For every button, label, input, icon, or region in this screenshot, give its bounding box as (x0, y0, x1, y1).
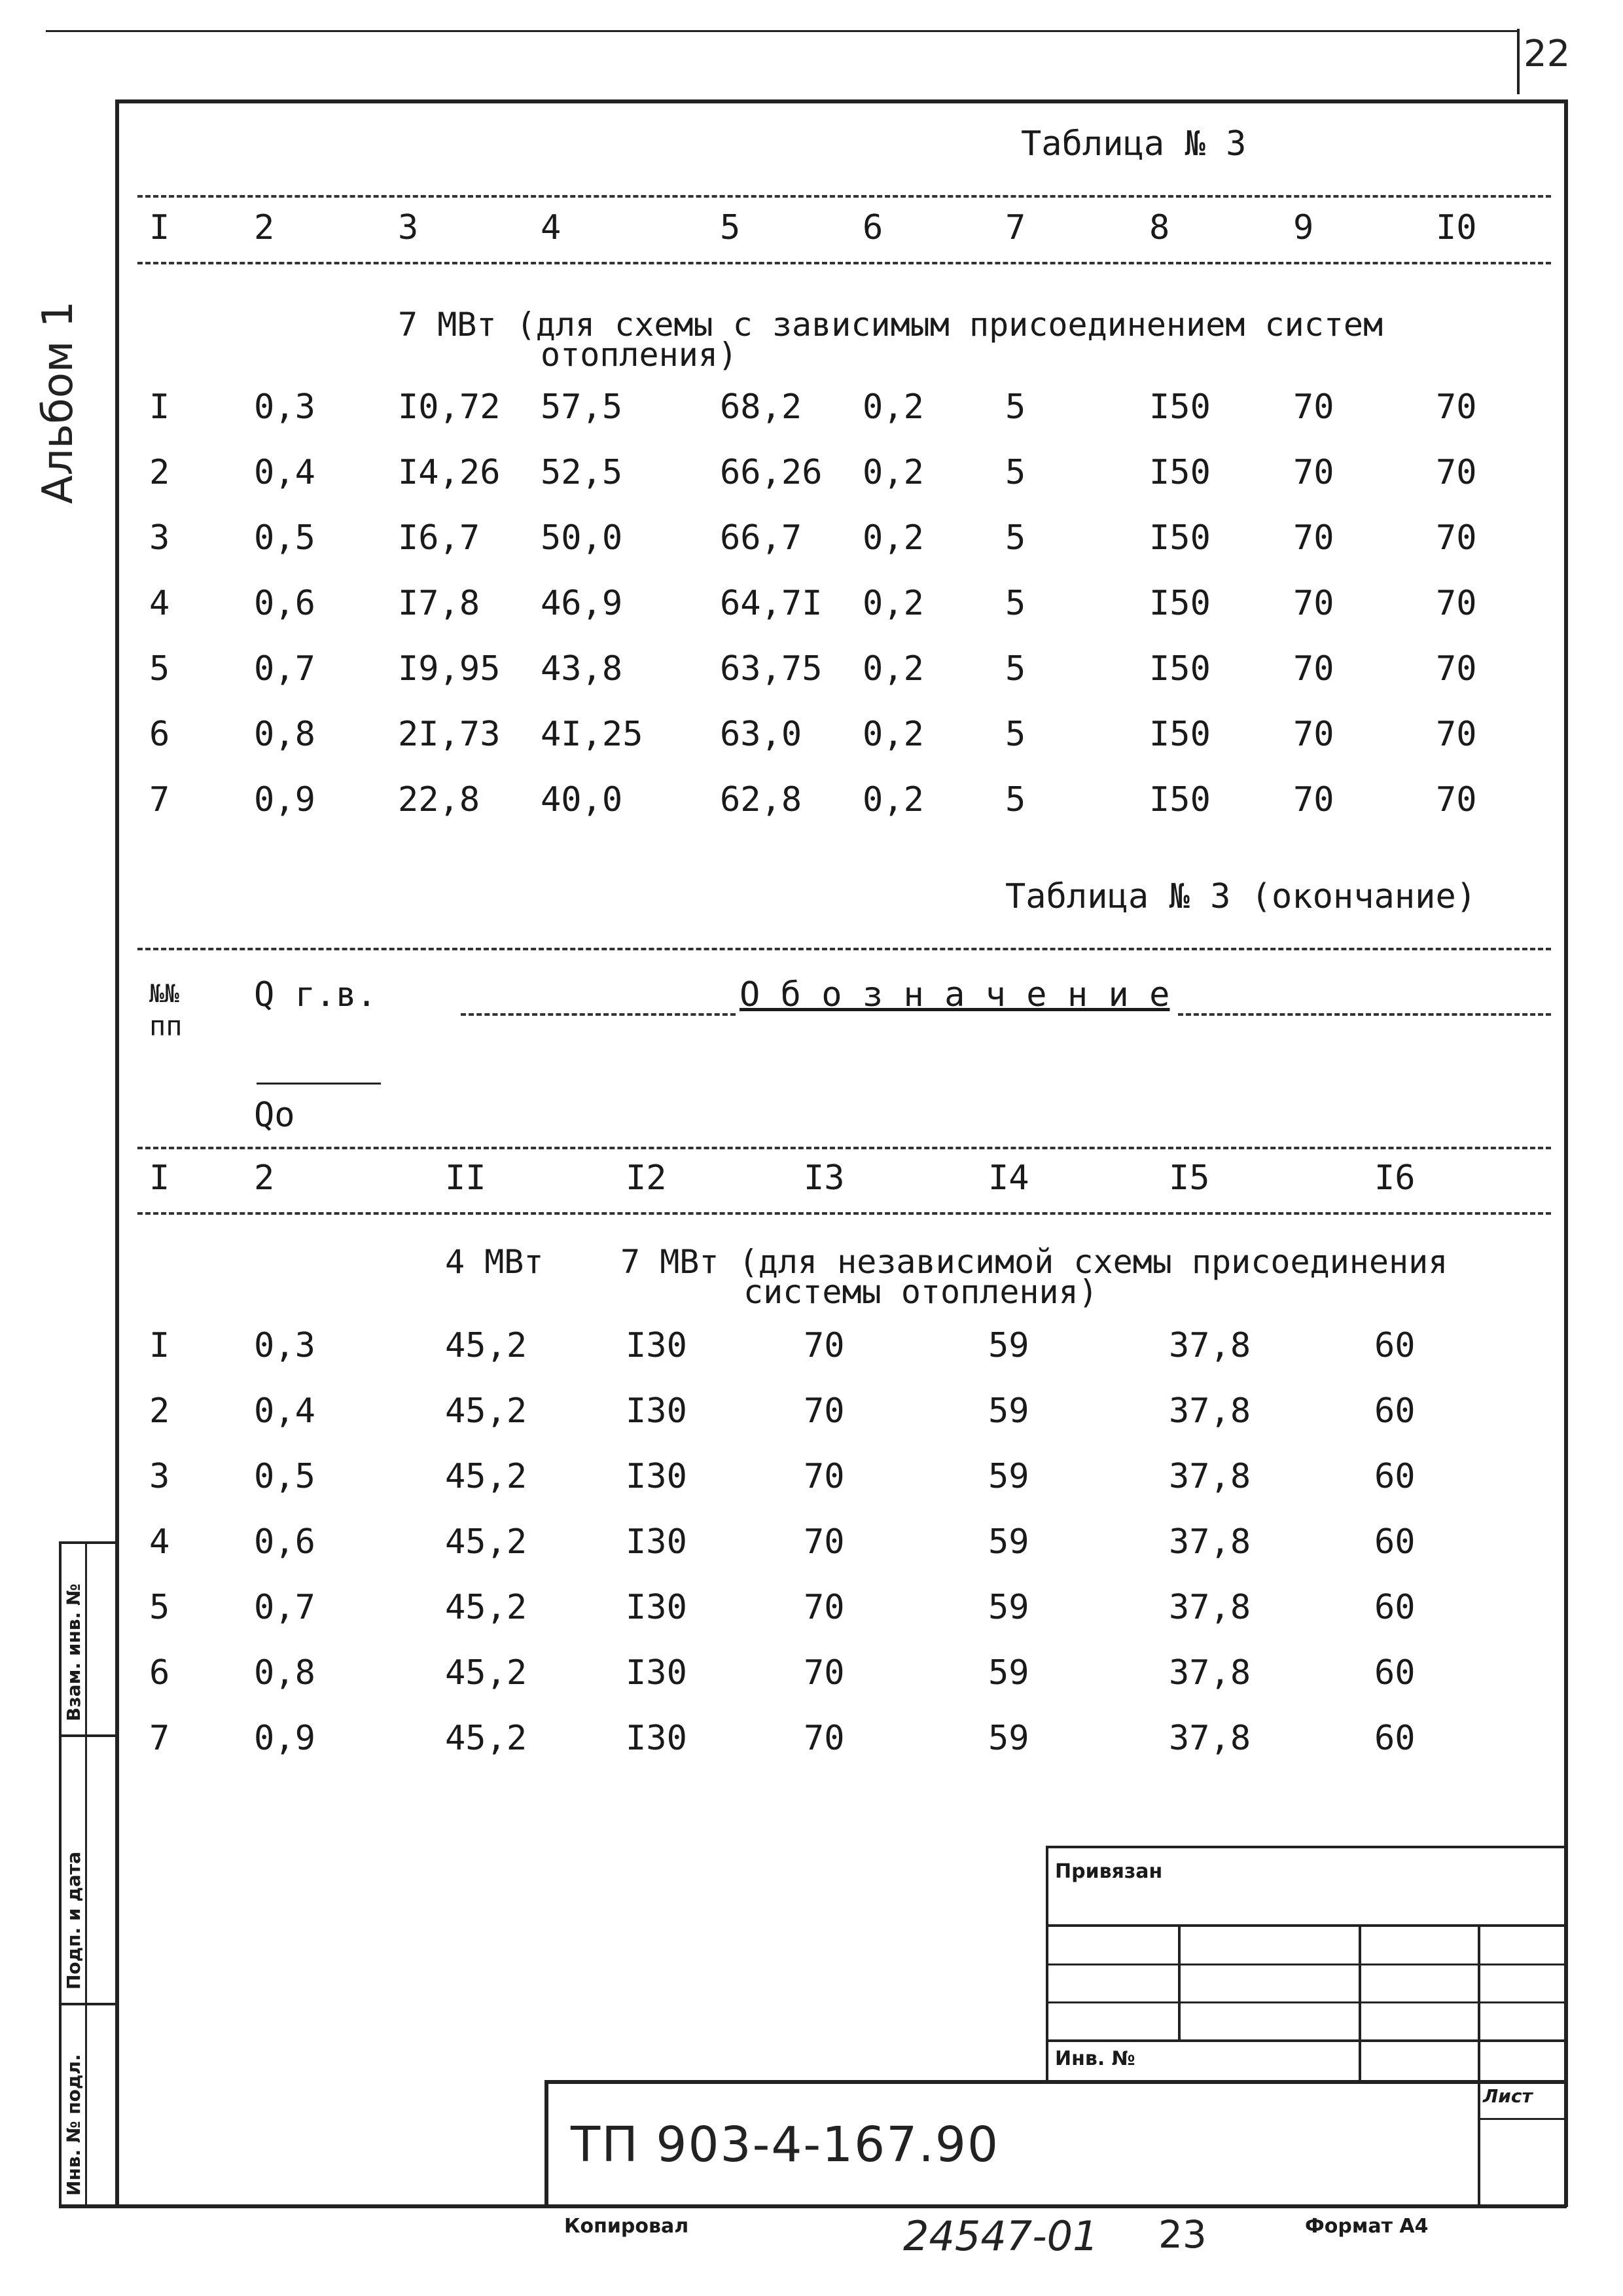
table-cell: I50 (1149, 453, 1211, 492)
tb-col2 (1359, 1924, 1361, 2081)
table-cell: 66,7 (720, 518, 802, 558)
table-cell: I30 (626, 1588, 687, 1627)
top-rule (46, 30, 1518, 32)
table-cell: 0,7 (254, 649, 315, 689)
tb-main-top (544, 2080, 1567, 2084)
table-cell: 63,75 (720, 649, 823, 689)
table-cell: 5 (149, 649, 170, 689)
table-cell: 59 (988, 1588, 1029, 1627)
t1-header-cell: I0 (1436, 208, 1477, 247)
t1-header-cell: 8 (1149, 208, 1170, 247)
tb-row2 (1046, 1964, 1566, 1965)
table-cell: 45,2 (445, 1391, 527, 1431)
table-cell: 40,0 (541, 780, 623, 819)
table-cell: 0,2 (863, 584, 924, 623)
tb-sheet-rule (1478, 2118, 1565, 2120)
table-cell: 5 (1005, 518, 1026, 558)
table-cell: 70 (1293, 453, 1334, 492)
table-cell: 0,2 (863, 780, 924, 819)
table-cell: I50 (1149, 518, 1211, 558)
t1-header-cell: 6 (863, 208, 883, 247)
table-cell: 59 (988, 1522, 1029, 1562)
table-cell: 6 (149, 1653, 170, 1693)
table-cell: 0,4 (254, 453, 315, 492)
table-cell: 70 (1293, 518, 1334, 558)
table1-section-title-cont: отопления) (541, 336, 738, 374)
table-cell: 70 (1436, 780, 1477, 819)
table-cell: 64,7I (720, 584, 823, 623)
table-cell: 45,2 (445, 1588, 527, 1627)
table-cell: 2I,73 (398, 715, 501, 754)
table-cell: 70 (804, 1326, 845, 1365)
table-cell: 5 (1005, 780, 1026, 819)
t2-section-b-cont: системы отопления) (743, 1273, 1098, 1311)
t1-header-cell: 5 (720, 208, 741, 247)
table-cell: 57,5 (541, 387, 623, 427)
t2-header-cell: I2 (626, 1158, 667, 1198)
table-cell: 5 (1005, 584, 1026, 623)
t2-fraction-bar (257, 1083, 381, 1085)
table-cell: 0,9 (254, 780, 315, 819)
table-cell: 5 (1005, 649, 1026, 689)
table-cell: 59 (988, 1326, 1029, 1365)
t2-header-cell: II (445, 1158, 486, 1198)
page-number: 22 (1524, 33, 1571, 75)
t2-designation-right-rule (1178, 1013, 1551, 1016)
table-cell: 70 (1293, 584, 1334, 623)
table-cell: 60 (1374, 1457, 1416, 1496)
side-label-inv-original: Инв. № подл. (63, 2054, 84, 2196)
t2-col1-label: №№ (149, 979, 179, 1008)
t1-header-cell: 2 (254, 208, 275, 247)
side-label-sign-date: Подп. и дата (63, 1851, 84, 1990)
t2-col2-denominator: Qo (254, 1096, 295, 1135)
frame-right (1564, 99, 1568, 2207)
page-number-box-left (1517, 29, 1520, 94)
table-cell: 45,2 (445, 1326, 527, 1365)
table-cell: 60 (1374, 1588, 1416, 1627)
table-cell: 0,5 (254, 1457, 315, 1496)
table-cell: 70 (804, 1391, 845, 1431)
table-cell: 0,7 (254, 1588, 315, 1627)
t2-header-cell: I4 (988, 1158, 1029, 1198)
table-cell: 52,5 (541, 453, 623, 492)
tb-main-left (544, 2080, 548, 2207)
table-cell: I50 (1149, 715, 1211, 754)
table-cell: 63,0 (720, 715, 802, 754)
table-cell: 70 (804, 1653, 845, 1693)
table-cell: I50 (1149, 649, 1211, 689)
table-cell: I30 (626, 1457, 687, 1496)
side-stamp-top (59, 1541, 118, 1544)
table-cell: 70 (804, 1719, 845, 1758)
table-cell: 0,9 (254, 1719, 315, 1758)
table-cell: 70 (804, 1457, 845, 1496)
table-cell: 70 (1436, 453, 1477, 492)
table1-header-top-rule (137, 195, 1551, 198)
table-cell: 37,8 (1169, 1522, 1251, 1562)
side-stamp-mid (85, 1541, 87, 2206)
table-cell: I (149, 1326, 170, 1365)
t2-header-cell: I6 (1374, 1158, 1416, 1198)
table-cell: I30 (626, 1719, 687, 1758)
table-cell: 70 (1436, 518, 1477, 558)
table-cell: 59 (988, 1457, 1029, 1496)
table-cell: I6,7 (398, 518, 480, 558)
t2-designation-left-rule (461, 1013, 736, 1016)
table-cell: 70 (1293, 387, 1334, 427)
table-cell: I4,26 (398, 453, 501, 492)
frame-top (115, 99, 1565, 103)
table1-section-title: 7 МВт (для схемы с зависимым присоединением систем (398, 306, 1383, 344)
table-cell: 45,2 (445, 1653, 527, 1693)
table-cell: 70 (804, 1522, 845, 1562)
table-cell: 59 (988, 1719, 1029, 1758)
t1-header-cell: 3 (398, 208, 419, 247)
table-cell: 5 (1005, 387, 1026, 427)
table-cell: 2 (149, 453, 170, 492)
table-cell: 45,2 (445, 1457, 527, 1496)
table-cell: I (149, 387, 170, 427)
t2-section-b: 7 МВт (для независимой схемы присоединения (620, 1243, 1448, 1281)
table-cell: 6 (149, 715, 170, 754)
table-cell: 62,8 (720, 780, 802, 819)
tb-col3 (1478, 1924, 1480, 2206)
t1-header-cell: 4 (541, 208, 562, 247)
side-stamp-div2 (59, 2003, 118, 2005)
table-cell: 70 (1436, 387, 1477, 427)
tb-doc-code: ТП 903-4-167.90 (571, 2117, 1000, 2173)
table-cell: 3 (149, 1457, 170, 1496)
table-cell: 45,2 (445, 1522, 527, 1562)
table-cell: 70 (1436, 649, 1477, 689)
table-cell: 7 (149, 780, 170, 819)
t2-section-a: 4 МВт (445, 1243, 544, 1281)
side-stamp-div1 (59, 1734, 118, 1737)
table-cell: 59 (988, 1391, 1029, 1431)
table2-title: Таблица № 3 (окончание) (1005, 877, 1477, 916)
t2-header-cell: I5 (1169, 1158, 1210, 1198)
t1-header-cell: I (149, 208, 170, 247)
order-number: 24547-01 (903, 2212, 1099, 2260)
table-cell: 0,2 (863, 715, 924, 754)
table-cell: 68,2 (720, 387, 802, 427)
tb-row3 (1046, 2001, 1566, 2003)
table-cell: 50,0 (541, 518, 623, 558)
table-cell: 37,8 (1169, 1326, 1251, 1365)
frame-bottom (59, 2204, 1567, 2208)
t1-header-cell: 7 (1005, 208, 1026, 247)
table-cell: 70 (1436, 715, 1477, 754)
t1-header-cell: 9 (1293, 208, 1314, 247)
table-cell: 0,6 (254, 584, 315, 623)
tb-row1 (1046, 1924, 1566, 1927)
table-cell: I0,72 (398, 387, 501, 427)
table-cell: 4 (149, 584, 170, 623)
t2-header-cell: 2 (254, 1158, 275, 1198)
table-cell: 43,8 (541, 649, 623, 689)
table1-header-bottom-rule (137, 262, 1551, 264)
table-cell: 0,6 (254, 1522, 315, 1562)
tb-col1 (1178, 1924, 1181, 2039)
table2-header-bottom-rule (137, 1212, 1551, 1215)
table-cell: 37,8 (1169, 1457, 1251, 1496)
table-cell: 70 (1293, 780, 1334, 819)
table-cell: I30 (626, 1326, 687, 1365)
table-cell: I30 (626, 1653, 687, 1693)
t2-col2-numerator: Q г.в. (254, 975, 377, 1014)
tb-row4 (1046, 2039, 1566, 2042)
table-cell: 66,26 (720, 453, 823, 492)
side-label-replace-inv: Взам. инв. № (63, 1583, 84, 1721)
album-label: Альбом 1 (34, 300, 82, 504)
table-cell: 2 (149, 1391, 170, 1431)
table-cell: 37,8 (1169, 1719, 1251, 1758)
table-cell: 4 (149, 1522, 170, 1562)
table-cell: 3 (149, 518, 170, 558)
table-cell: 0,3 (254, 387, 315, 427)
table-cell: I9,95 (398, 649, 501, 689)
copied-label: Копировал (564, 2215, 689, 2238)
order-page: 23 (1158, 2212, 1207, 2257)
table-cell: 4I,25 (541, 715, 643, 754)
table-cell: 37,8 (1169, 1588, 1251, 1627)
tb-top (1046, 1846, 1566, 1848)
table2-header-top-rule (137, 1147, 1551, 1149)
t2-header-cell: I (149, 1158, 170, 1198)
table-cell: 0,2 (863, 518, 924, 558)
t2-header-cell: I3 (804, 1158, 845, 1198)
table-cell: 22,8 (398, 780, 480, 819)
table-cell: I30 (626, 1522, 687, 1562)
table-cell: 5 (1005, 715, 1026, 754)
table-cell: 0,8 (254, 715, 315, 754)
frame-left (115, 99, 119, 2207)
format-label: Формат А4 (1305, 2215, 1429, 2238)
table-cell: 60 (1374, 1391, 1416, 1431)
table-cell: 0,4 (254, 1391, 315, 1431)
tb-bound-label: Привязан (1055, 1860, 1163, 1883)
table2-top-rule (137, 948, 1551, 950)
table-cell: 0,8 (254, 1653, 315, 1693)
table-cell: 0,2 (863, 649, 924, 689)
table-cell: 70 (804, 1588, 845, 1627)
table-cell: 60 (1374, 1522, 1416, 1562)
table-cell: 37,8 (1169, 1653, 1251, 1693)
table1-title: Таблица № 3 (1021, 124, 1247, 164)
table-cell: I50 (1149, 387, 1211, 427)
table-cell: 45,2 (445, 1719, 527, 1758)
table-cell: 70 (1293, 715, 1334, 754)
t2-designation-label: О б о з н а ч е н и е (740, 975, 1170, 1014)
table-cell: 0,5 (254, 518, 315, 558)
table-cell: 5 (1005, 453, 1026, 492)
table-cell: 0,3 (254, 1326, 315, 1365)
table-cell: 60 (1374, 1719, 1416, 1758)
table-cell: 70 (1436, 584, 1477, 623)
table-cell: 37,8 (1169, 1391, 1251, 1431)
t2-col1-label-cont: пп (149, 1010, 183, 1042)
table-cell: 60 (1374, 1653, 1416, 1693)
table-cell: 7 (149, 1719, 170, 1758)
tb-sheet-label: Лист (1483, 2085, 1533, 2107)
tb-inv-label: Инв. № (1055, 2047, 1135, 2070)
table-cell: 0,2 (863, 387, 924, 427)
table-cell: 59 (988, 1653, 1029, 1693)
table-cell: 60 (1374, 1326, 1416, 1365)
table-cell: I30 (626, 1391, 687, 1431)
side-stamp-left (59, 1541, 62, 2206)
table-cell: 5 (149, 1588, 170, 1627)
table-cell: I50 (1149, 584, 1211, 623)
table-cell: 0,2 (863, 453, 924, 492)
table-cell: I50 (1149, 780, 1211, 819)
table-cell: 46,9 (541, 584, 623, 623)
table-cell: I7,8 (398, 584, 480, 623)
table-cell: 70 (1293, 649, 1334, 689)
